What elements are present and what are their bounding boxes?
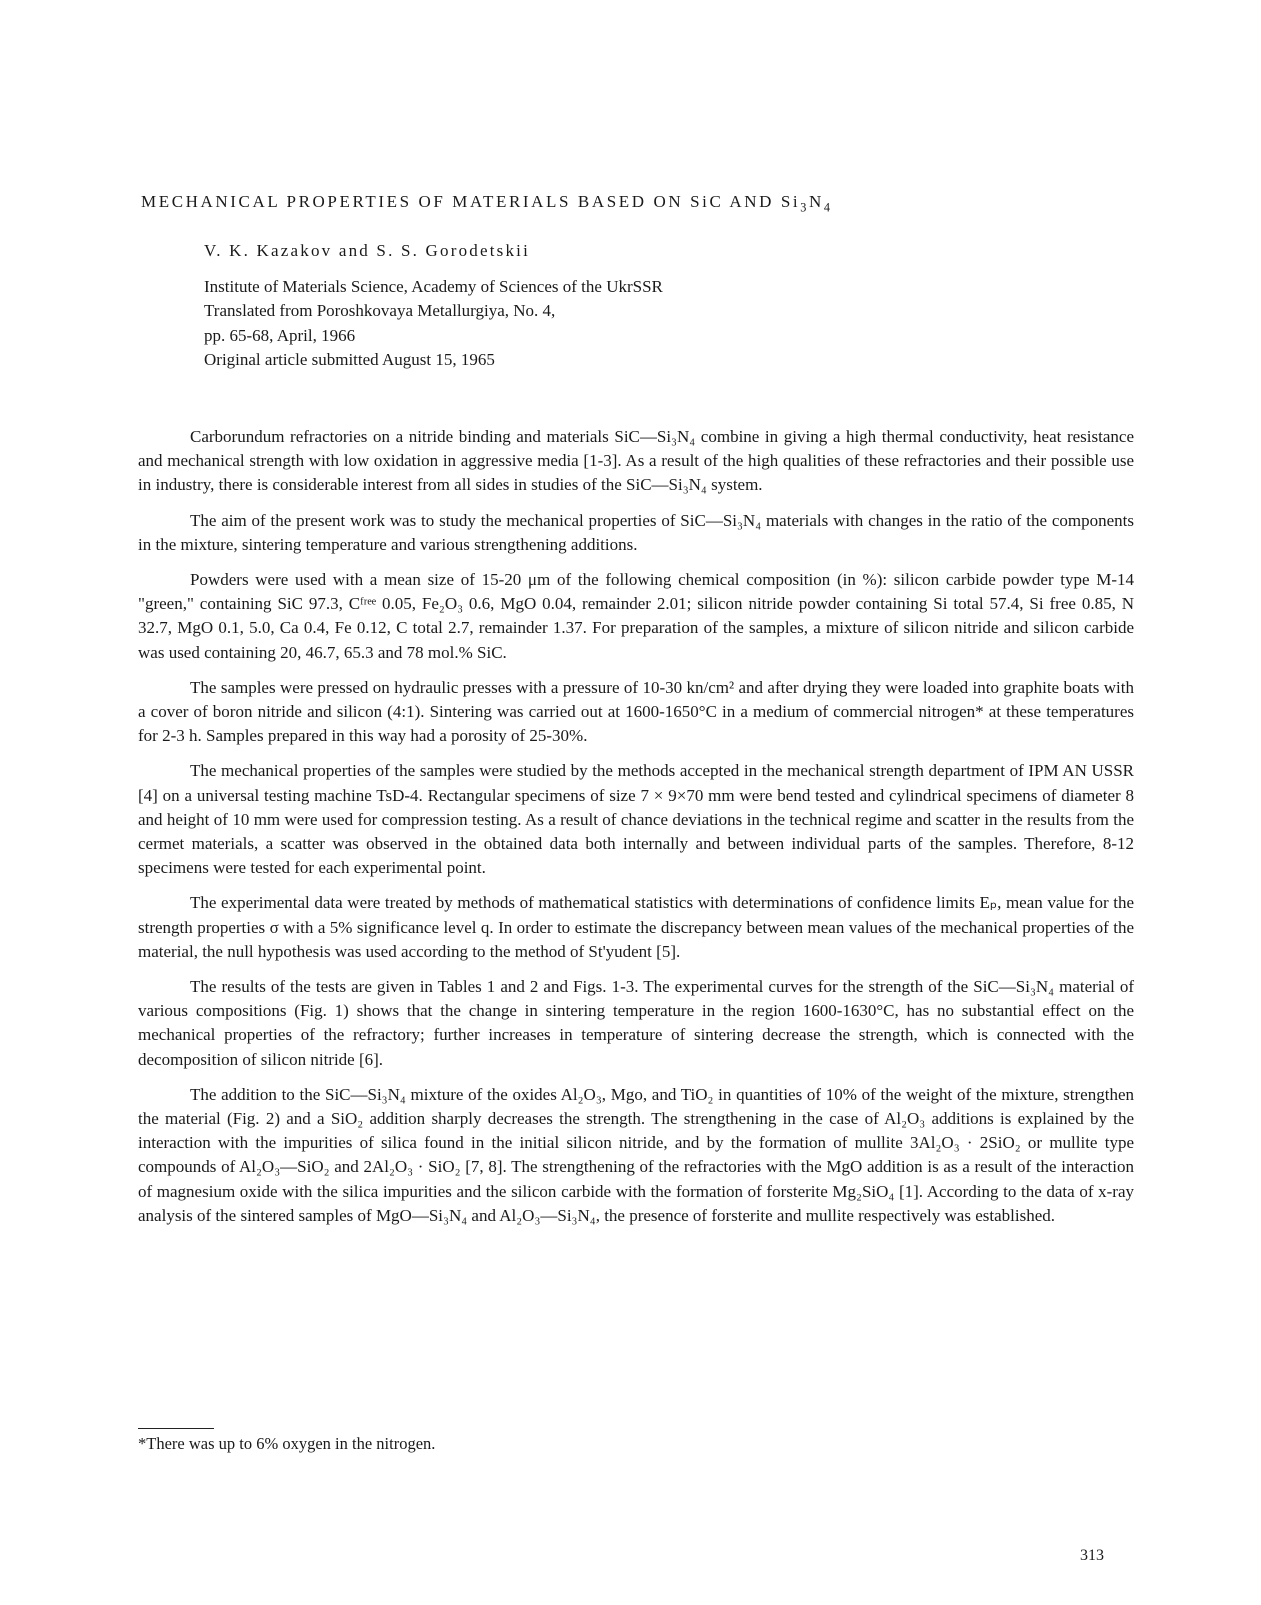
footnote-divider xyxy=(138,1428,214,1429)
paragraph: Powders were used with a mean size of 15-20 μm of the following chemical composition (in %): silicon carbide powder type M-14 "green," containing SiC 97.3, Cᶠʳᵉᵉ 0.05, Fe₂O₃ 0.6, MgO 0.04, remainder 2.01; silicon nitride powder containing Si total 57.4, Si free 0.85, N 32.7, MgO 0.1, 5.0, Ca 0.4, Fe 0.12, C total 2.7, remainder 1.37. For preparation of the samples, a mixture of silicon nitride and silicon carbide was used containing 20, 46.7, 65.3 and 78 mol.% SiC. xyxy=(138,570,1134,662)
title-text: MECHANICAL PROPERTIES OF MATERIALS BASED ON SiC AND Si xyxy=(141,192,801,211)
paragraph: The aim of the present work was to study the mechanical properties of SiC—Si₃N₄ materials with changes in the ratio of the components in the mixture, sintering temperature and various strengthening additions. xyxy=(138,510,1134,554)
submission-date: Original article submitted August 15, 1965 xyxy=(204,349,495,369)
page-number: 313 xyxy=(1080,1547,1104,1564)
paragraph: The addition to the SiC—Si₃N₄ mixture of the oxides Al₂O₃, Mgo, and TiO₂ in quantities of 10% of the weight of the mixture, strengthen the material (Fig. 2) and a SiO₂ addition sharply decreases the strength. The strengthening in the case of Al₂O₃ additions is explained by the interaction with the impurities of silica found in the initial silicon nitride, and by the formation of mullite 3Al₂O₃ · 2SiO₂ or mullite type compounds of Al₂O₃—SiO₂ and 2Al₂O₃ · SiO₂ [7, 8]. The strengthening of the refractories with the MgO addition is as a result of the interaction of magnesium oxide with the silica impurities and the silicon carbide with the formation of forsterite Mg₂SiO₄ [1]. According to the data of x-ray analysis of the sintered samples of MgO—Si₃N₄ and Al₂O₃—Si₃N₄, the presence of forsterite and mullite respectively was established. xyxy=(138,1084,1134,1225)
article-body xyxy=(138,425,1134,1239)
article-title xyxy=(141,192,833,215)
paragraph: The results of the tests are given in Tables 1 and 2 and Figs. 1-3. The experimental curves for the strength of the SiC—Si₃N₄ material of various compositions (Fig. 1) shows that the change in sintering temperature in the region 1600-1630°C, has no substantial effect on the mechanical properties of the refractory; further increases in temperature of sintering decrease the strength, which is connected with the decomposition of silicon nitride [6]. xyxy=(138,977,1134,1069)
paragraph: Carborundum refractories on a nitride binding and materials SiC—Si₃N₄ combine in giving a high thermal conductivity, heat resistance and mechanical strength with low oxidation in aggressive media [1-3]. As a result of the high qualities of these refractories and their possible use in industry, there is considerable interest from all sides in studies of the SiC—Si₃N₄ system. xyxy=(138,427,1134,495)
title-text-n: N xyxy=(808,192,824,211)
article-meta xyxy=(204,275,663,372)
authors: V. K. Kazakov and S. S. Gorodetskii xyxy=(204,241,530,260)
title-subscript-3: 3 xyxy=(800,200,809,215)
footnote: *There was up to 6% oxygen in the nitrogen. xyxy=(138,1434,436,1453)
affiliation: Institute of Materials Science, Academy of Sciences of the UkrSSR xyxy=(204,277,663,296)
paragraph: The mechanical properties of the samples were studied by the methods accepted in the mechanical strength department of IPM AN USSR [4] on a universal testing machine TsD-4. Rectangular specimens of size 7 × 9×70 mm were bend tested and cylindrical specimens of diameter 8 and height of 10 mm were used for compression testing. As a result of chance deviations in the technical regime and scatter in the results from the cermet materials, a scatter was observed in the obtained data both internally and between individual parts of the samples. Therefore, 8-12 specimens were tested for each experimental point. xyxy=(138,761,1134,878)
page-range-date: pp. 65-68, April, 1966 xyxy=(204,325,356,345)
paragraph: The samples were pressed on hydraulic presses with a pressure of 10-30 kn/cm² and after drying they were loaded into graphite boats with a cover of boron nitride and silicon (4:1). Sintering was carried out at 1600-1650°C in a medium of commercial nitrogen* at these temperatures for 2-3 h. Samples prepared in this way had a porosity of 25-30%. xyxy=(138,677,1134,746)
paragraph: The experimental data were treated by methods of mathematical statistics with determinations of confidence limits Eₚ, mean value for the strength properties σ with a 5% significance level q. In order to estimate the discrepancy between mean values of the mechanical properties of the material, the null hypothesis was used according to the method of St'yudent [5]. xyxy=(138,893,1134,961)
translation-source: Translated from Poroshkovaya Metallurgiya, No. 4, xyxy=(204,301,556,321)
title-subscript-4: 4 xyxy=(823,200,833,215)
